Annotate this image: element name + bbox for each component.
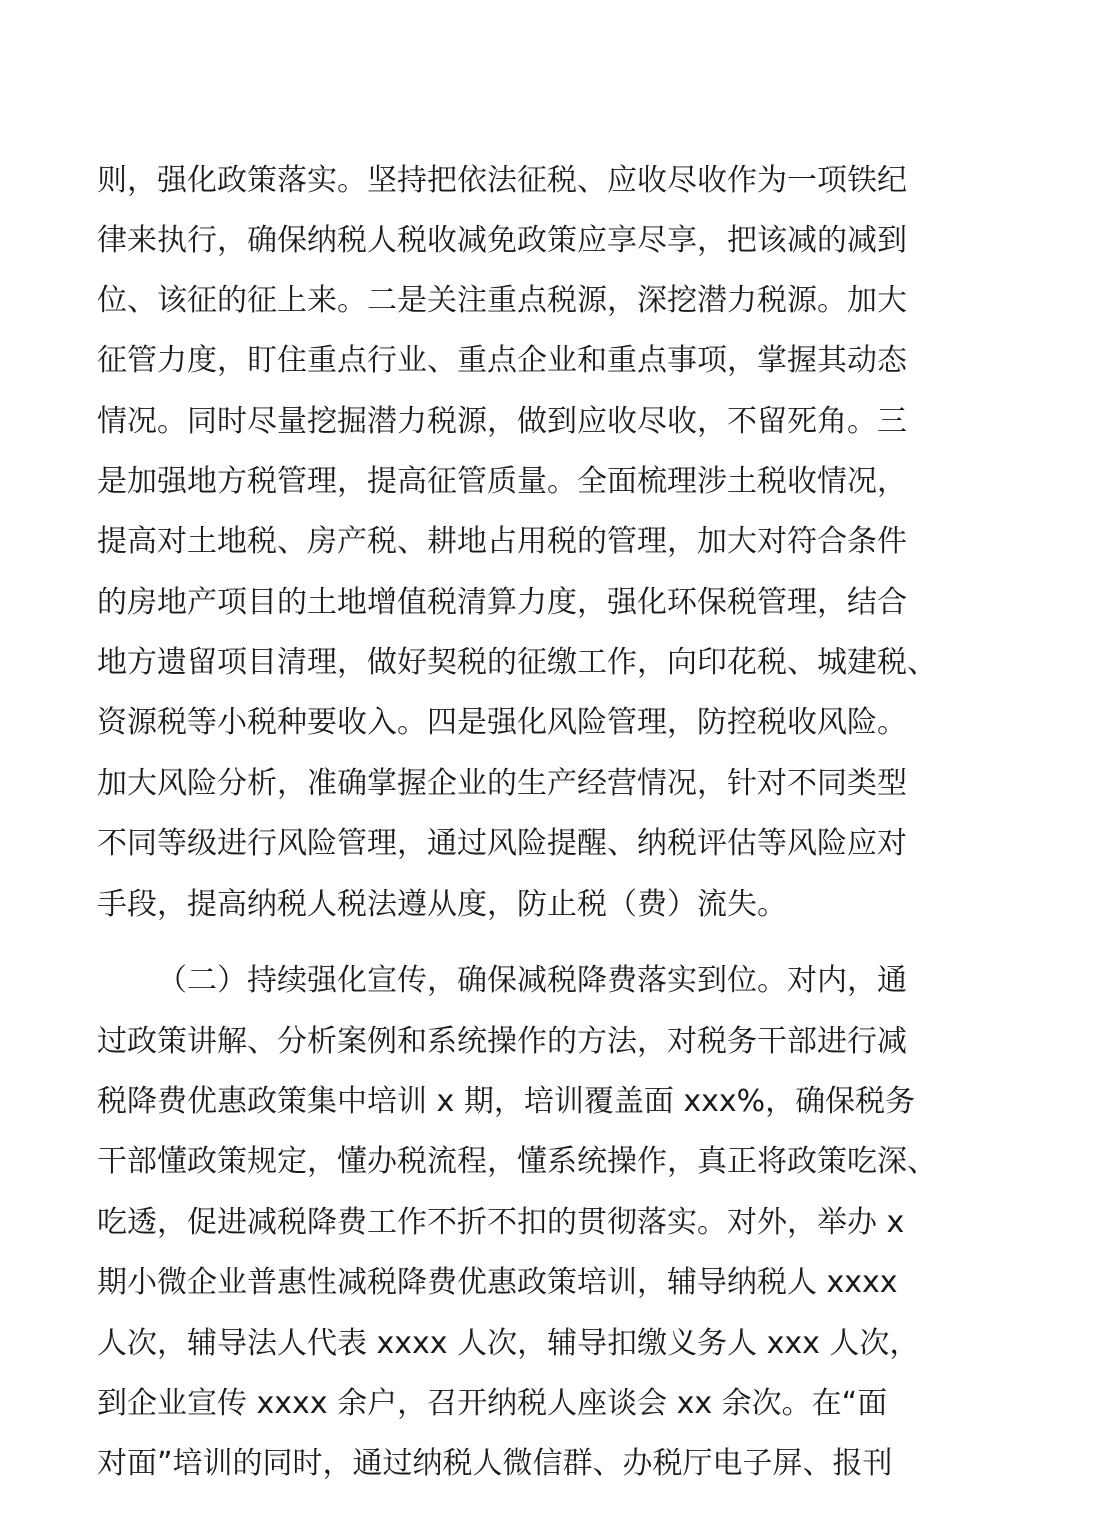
- paragraph-line: 律来执行，确保纳税人税收减免政策应享尽享，把该减的减到: [97, 223, 907, 258]
- paragraph-line: 则，强化政策落实。坚持把依法征税、应收尽收作为一项铁纪: [97, 163, 907, 198]
- paragraph-line: 到企业宣传 xxxx 余户，召开纳税人座谈会 xx 余次。在“面: [97, 1386, 888, 1421]
- paragraph-line: 征管力度，盯住重点行业、重点企业和重点事项，掌握其动态: [97, 343, 907, 378]
- paragraph-line: 过政策讲解、分析案例和系统操作的方法，对税务干部进行减: [97, 1024, 907, 1059]
- paragraph-line: 加大风险分析，准确掌握企业的生产经营情况，针对不同类型: [97, 766, 907, 801]
- paragraph-line: 手段，提高纳税人税法遵从度，防止税（费）流失。: [97, 887, 787, 922]
- paragraph-line: 地方遗留项目清理，做好契税的征缴工作，向印花税、城建税、: [97, 645, 937, 680]
- paragraph-line: 吃透，促进减税降费工作不折不扣的贯彻落实。对外，举办 x: [97, 1205, 905, 1240]
- paragraph-line: 资源税等小税种要收入。四是强化风险管理，防控税收风险。: [97, 705, 907, 740]
- paragraph-line: 税降费优惠政策集中培训 x 期，培训覆盖面 xxx%，确保税务: [97, 1084, 916, 1119]
- paragraph-line: 人次，辅导法人代表 xxxx 人次，辅导扣缴义务人 xxx 人次，: [97, 1326, 920, 1361]
- paragraph-line: 是加强地方税管理，提高征管质量。全面梳理涉土税收情况，: [97, 464, 907, 499]
- paragraph-line: 期小微企业普惠性减税降费优惠政策培训，辅导纳税人 xxxx: [97, 1265, 898, 1300]
- paragraph-line: 位、该征的征上来。二是关注重点税源，深挖潜力税源。加大: [97, 283, 907, 318]
- paragraph-line: 不同等级进行风险管理，通过风险提醒、纳税评估等风险应对: [97, 826, 907, 861]
- paragraph-line: 提高对土地税、房产税、耕地占用税的管理，加大对符合条件: [97, 524, 907, 559]
- paragraph-line: 的房地产项目的土地增值税清算力度，强化环保税管理，结合: [97, 585, 907, 620]
- paragraph-line: （二）持续强化宣传，确保减税降费落实到位。对内，通: [157, 963, 907, 998]
- paragraph-line: 情况。同时尽量挖掘潜力税源，做到应收尽收，不留死角。三: [97, 404, 907, 439]
- paragraph-line: 对面”培训的同时，通过纳税人微信群、办税厅电子屏、报刊: [97, 1446, 893, 1481]
- paragraph-line: 干部懂政策规定，懂办税流程，懂系统操作，真正将政策吃深、: [97, 1144, 937, 1179]
